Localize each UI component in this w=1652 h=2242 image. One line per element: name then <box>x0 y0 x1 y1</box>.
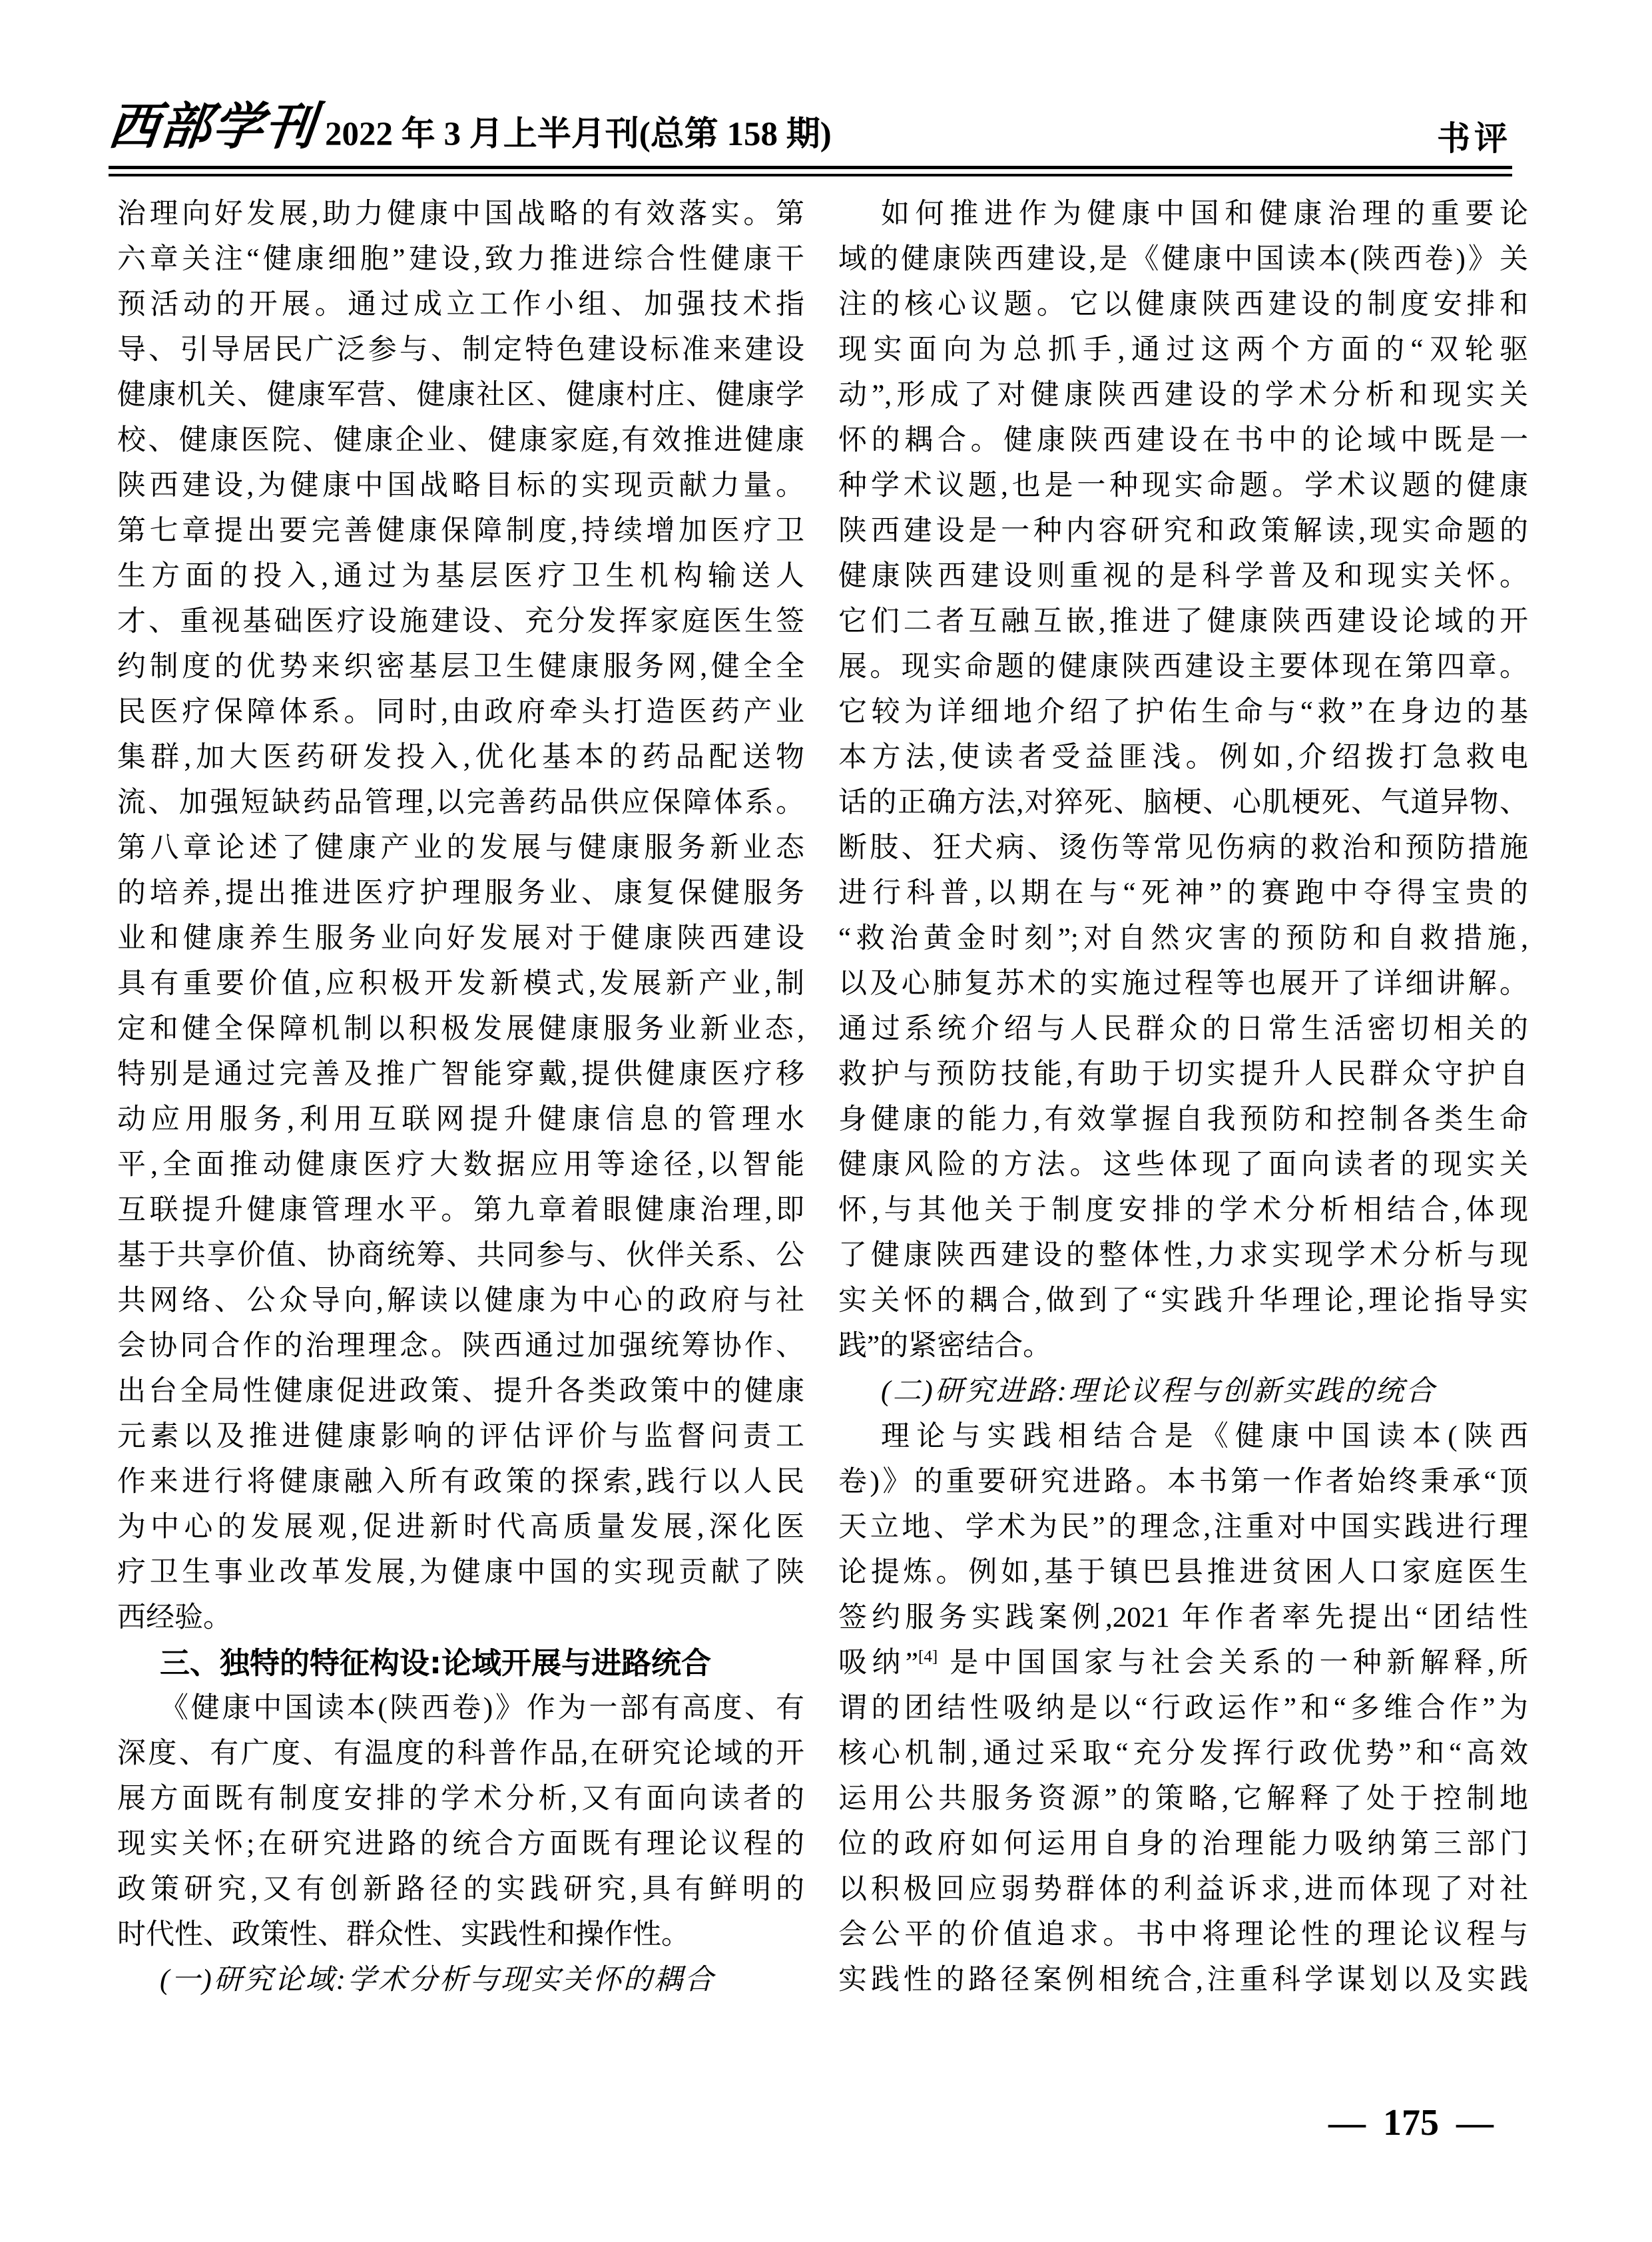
line-text: 种学术议题,也是一种现实命题。学术议题的健康 <box>838 470 1528 501</box>
text-line <box>838 690 1528 735</box>
line-text: 治理向好发展,助力健康中国战略的有效落实。第 <box>117 198 804 230</box>
line-text: 展。现实命题的健康陕西建设主要体现在第四章。 <box>838 651 1528 683</box>
line-text: 预活动的开展。通过成立工作小组、加强技术指 <box>117 289 804 320</box>
text-line <box>117 690 804 735</box>
text-line <box>117 463 804 509</box>
text-line <box>117 1324 804 1369</box>
text-line <box>117 1641 804 1686</box>
text-line <box>838 1233 1528 1278</box>
text-line <box>117 1958 804 2003</box>
text-line <box>117 826 804 871</box>
line-text: 实践性的路径案例相统合,注重科学谋划以及实践 <box>838 1964 1528 1996</box>
section-label: 书评 <box>1437 120 1512 157</box>
text-line <box>838 1369 1528 1414</box>
line-text: 核心机制,通过采取“充分发挥行政优势”和“高效 <box>838 1738 1528 1769</box>
line-text: 动应用服务,利用互联网提升健康信息的管理水 <box>117 1104 804 1135</box>
text-line <box>117 554 804 599</box>
line-text: 定和健全保障机制以积极发展健康服务业新业态, <box>117 1013 804 1045</box>
line-text: 会公平的价值追求。书中将理论性的理论议程与 <box>838 1919 1528 1950</box>
line-text: 话的正确方法,对猝死、脑梗、心肌梗死、气道异物、 <box>838 787 1528 818</box>
text-line <box>117 1143 804 1188</box>
line-text-pre: 吸纳” <box>838 1647 919 1679</box>
text-line <box>838 1867 1528 1912</box>
text-line <box>838 1007 1528 1052</box>
text-line <box>117 1777 804 1822</box>
text-line <box>117 1731 804 1777</box>
line-text: 健康风险的方法。这些体现了面向读者的现实关 <box>838 1149 1528 1181</box>
line-text: 深度、有广度、有温度的科普作品,在研究论域的开 <box>117 1738 804 1769</box>
line-text: 天立地、学术为民”的理念,注重对中国实践进行理 <box>838 1512 1528 1543</box>
page-footer <box>1328 2103 1494 2143</box>
text-line <box>838 735 1528 780</box>
text-line <box>838 1550 1528 1595</box>
line-text: 特别是通过完善及推广智能穿戴,提供健康医疗移 <box>117 1059 804 1090</box>
text-line <box>838 509 1528 554</box>
text-line <box>838 1641 1528 1686</box>
line-text: 践”的紧密结合。 <box>838 1330 1052 1362</box>
line-text: 共网络、公众导向,解读以健康为中心的政府与社 <box>117 1285 804 1316</box>
line-text: 怀的耦合。健康陕西建设在书中的论域中既是一 <box>838 425 1528 456</box>
line-text: 怀,与其他关于制度安排的学术分析相结合,体现 <box>838 1195 1528 1226</box>
text-line <box>117 1278 804 1324</box>
line-text: 通过系统介绍与人民群众的日常生活密切相关的 <box>838 1013 1528 1045</box>
line-text: 政策研究,又有创新路径的实践研究,具有鲜明的 <box>117 1874 804 1905</box>
line-text: 本方法,使读者受益匪浅。例如,介绍拨打急救电 <box>838 742 1528 773</box>
text-line <box>838 645 1528 690</box>
text-line <box>117 1550 804 1595</box>
text-line <box>117 192 804 237</box>
line-text: 作来进行将健康融入所有政策的探索,践行以人民 <box>117 1466 804 1498</box>
line-text: 西经验。 <box>117 1602 232 1633</box>
text-line <box>838 237 1528 282</box>
text-line <box>117 962 804 1007</box>
text-line <box>838 826 1528 871</box>
line-text: 域的健康陕西建设,是《健康中国读本(陕西卷)》关 <box>838 244 1528 275</box>
text-line <box>117 916 804 962</box>
text-line <box>117 418 804 463</box>
line-text: 陕西建设,为健康中国战略目标的实现贡献力量。 <box>117 470 804 501</box>
text-line <box>838 192 1528 237</box>
text-line <box>838 328 1528 373</box>
line-text: 第八章论述了健康产业的发展与健康服务新业态 <box>117 832 804 864</box>
text-line <box>838 962 1528 1007</box>
text-line <box>117 328 804 373</box>
line-text: 陕西建设是一种内容研究和政策解读,现实命题的 <box>838 515 1528 547</box>
line-text: 展方面既有制度安排的学术分析,又有面向读者的 <box>117 1783 804 1815</box>
text-line <box>838 1278 1528 1324</box>
line-text: 它较为详细地介绍了护佑生命与“救”在身边的基 <box>838 697 1528 728</box>
text-line <box>838 1460 1528 1505</box>
text-line <box>838 1143 1528 1188</box>
text-line <box>838 1958 1528 2003</box>
line-text: 以积极回应弱势群体的利益诉求,进而体现了对社 <box>838 1874 1528 1905</box>
text-line <box>117 599 804 645</box>
text-line <box>117 1867 804 1912</box>
text-line <box>838 1505 1528 1550</box>
text-line <box>838 1052 1528 1097</box>
line-text: 平,全面推动健康医疗大数据应用等途径,以智能 <box>117 1149 804 1181</box>
line-text: 流、加强短缺药品管理,以完善药品供应保障体系。 <box>117 787 804 818</box>
line-text: 进行科普,以期在与“死神”的赛跑中夺得宝贵的 <box>838 878 1528 909</box>
line-text: 动”,形成了对健康陕西建设的学术分析和现实关 <box>838 380 1528 411</box>
line-text: 生方面的投入,通过为基层医疗卫生机构输送人 <box>117 561 804 592</box>
text-line <box>838 1324 1528 1369</box>
page-number-dash-right: — <box>1456 2102 1494 2143</box>
line-text: 注的核心议题。它以健康陕西建设的制度安排和 <box>838 289 1528 320</box>
line-text: 了健康陕西建设的整体性,力求实现学术分析与现 <box>838 1240 1528 1271</box>
text-line <box>117 1912 804 1958</box>
line-text: 谓的团结性吸纳是以“行政运作”和“多维合作”为 <box>838 1693 1528 1724</box>
text-line <box>117 1505 804 1550</box>
text-line <box>117 1097 804 1143</box>
line-text: 元素以及推进健康影响的评估评价与监督问责工 <box>117 1421 804 1452</box>
text-line <box>838 282 1528 328</box>
text-line <box>838 1686 1528 1731</box>
line-text: 集群,加大医药研发投入,优化基本的药品配送物 <box>117 742 804 773</box>
text-line <box>117 1233 804 1278</box>
line-text: 会协同合作的治理理念。陕西通过加强统筹协作、 <box>117 1330 804 1362</box>
line-text: 校、健康医院、健康企业、健康家庭,有效推进健康 <box>117 425 804 456</box>
text-line <box>117 1369 804 1414</box>
line-text: 基于共享价值、协商统筹、共同参与、伙伴关系、公 <box>117 1240 804 1271</box>
footnote-ref: [4] <box>918 1647 938 1666</box>
line-text: 健康机关、健康军营、健康社区、健康村庄、健康学 <box>117 380 804 411</box>
line-text: 六章关注“健康细胞”建设,致力推进综合性健康干 <box>117 244 804 275</box>
journal-logo: 西部学刊 <box>105 97 320 156</box>
text-line <box>838 871 1528 916</box>
text-line <box>117 1595 804 1641</box>
page-number-dash-left: — <box>1328 2102 1366 2143</box>
text-line <box>117 645 804 690</box>
line-text: 为中心的发展观,促进新时代高质量发展,深化医 <box>117 1512 804 1543</box>
text-line <box>838 1414 1528 1460</box>
line-text: 才、重视基础医疗设施建设、充分发挥家庭医生签 <box>117 606 804 637</box>
line-text: 现实关怀;在研究进路的统合方面既有理论议程的 <box>117 1828 804 1860</box>
header-rule <box>109 166 1512 176</box>
text-line <box>838 1912 1528 1958</box>
text-line <box>117 1822 804 1867</box>
line-text: 卷)》的重要研究进路。本书第一作者始终秉承“顶 <box>838 1466 1528 1498</box>
line-text: 以及心肺复苏术的实施过程等也展开了详细讲解。 <box>838 968 1528 999</box>
page-number: 175 <box>1383 2102 1439 2143</box>
line-text: 三、独特的特征构设:论域开展与进路统合 <box>160 1645 711 1681</box>
text-line <box>117 1686 804 1731</box>
text-line <box>838 554 1528 599</box>
line-text-post: 是中国国家与社会关系的一种新解释,所 <box>938 1647 1528 1679</box>
line-text: 健康陕西建设则重视的是科学普及和现实关怀。 <box>838 561 1528 592</box>
text-line <box>117 373 804 418</box>
text-line <box>117 1414 804 1460</box>
line-text: 签约服务实践案例,2021 年作者率先提出“团结性 <box>838 1602 1528 1633</box>
line-text: 第七章提出要完善健康保障制度,持续增加医疗卫 <box>117 515 804 547</box>
text-line <box>838 1731 1528 1777</box>
line-text: (二)研究进路:理论议程与创新实践的统合 <box>881 1376 1436 1407</box>
line-text: “救治黄金时刻”;对自然灾害的预防和自救措施, <box>838 923 1528 954</box>
text-line <box>117 1460 804 1505</box>
line-text: 位的政府如何运用自身的治理能力吸纳第三部门 <box>838 1828 1528 1860</box>
line-text: (一)研究论域:学术分析与现实关怀的耦合 <box>160 1964 715 1996</box>
line-text: 约制度的优势来织密基层卫生健康服务网,健全全 <box>117 651 804 683</box>
text-line <box>838 780 1528 826</box>
text-line <box>117 735 804 780</box>
text-line <box>117 237 804 282</box>
text-line <box>838 1595 1528 1641</box>
line-text: 论提炼。例如,基于镇巴县推进贫困人口家庭医生 <box>838 1557 1528 1588</box>
line-text: 的培养,提出推进医疗护理服务业、康复保健服务 <box>117 878 804 909</box>
text-line <box>838 373 1528 418</box>
line-text: 导、引导居民广泛参与、制定特色建设标准来建设 <box>117 334 804 366</box>
line-text: 理论与实践相结合是《健康中国读本(陕西 <box>881 1421 1528 1452</box>
line-text: 具有重要价值,应积极开发新模式,发展新产业,制 <box>117 968 804 999</box>
text-line <box>838 1097 1528 1143</box>
line-text: 互联提升健康管理水平。第九章着眼健康治理,即 <box>117 1195 804 1226</box>
line-text: 身健康的能力,有效掌握自我预防和控制各类生命 <box>838 1104 1528 1135</box>
text-line <box>838 463 1528 509</box>
text-line <box>117 282 804 328</box>
text-line <box>838 418 1528 463</box>
right-column <box>838 192 1528 2003</box>
issue-info: 2022 年 3 月上半月刊(总第 158 期) <box>325 116 832 153</box>
line-text: 出台全局性健康促进政策、提升各类政策中的健康 <box>117 1376 804 1407</box>
line-text: 如何推进作为健康中国和健康治理的重要论 <box>881 198 1528 230</box>
text-line <box>117 780 804 826</box>
left-column <box>117 192 804 2003</box>
line-text: 救护与预防技能,有助于切实提升人民群众守护自 <box>838 1059 1528 1090</box>
text-line <box>838 916 1528 962</box>
text-line <box>117 871 804 916</box>
line-text: 运用公共服务资源”的策略,它解释了处于控制地 <box>838 1783 1528 1815</box>
text-line <box>117 509 804 554</box>
text-line <box>838 1188 1528 1233</box>
text-line <box>838 1822 1528 1867</box>
text-line <box>117 1052 804 1097</box>
line-text: 业和健康养生服务业向好发展对于健康陕西建设 <box>117 923 804 954</box>
line-text: 《健康中国读本(陕西卷)》作为一部有高度、有 <box>160 1693 804 1724</box>
header-rule-bottom <box>109 174 1512 176</box>
text-line <box>117 1007 804 1052</box>
line-text: 断肢、狂犬病、烫伤等常见伤病的救治和预防措施 <box>838 832 1528 864</box>
text-line <box>838 599 1528 645</box>
line-text: 现实面向为总抓手,通过这两个方面的“双轮驱 <box>838 334 1528 366</box>
header-rule-top <box>109 166 1512 169</box>
line-text: 疗卫生事业改革发展,为健康中国的实现贡献了陕 <box>117 1557 804 1588</box>
text-line <box>117 1188 804 1233</box>
line-text: 时代性、政策性、群众性、实践性和操作性。 <box>117 1919 690 1950</box>
line-text: 它们二者互融互嵌,推进了健康陕西建设论域的开 <box>838 606 1528 637</box>
text-line <box>838 1777 1528 1822</box>
line-text: 民医疗保障体系。同时,由政府牵头打造医药产业 <box>117 697 804 728</box>
line-text: 实关怀的耦合,做到了“实践升华理论,理论指导实 <box>838 1285 1528 1316</box>
